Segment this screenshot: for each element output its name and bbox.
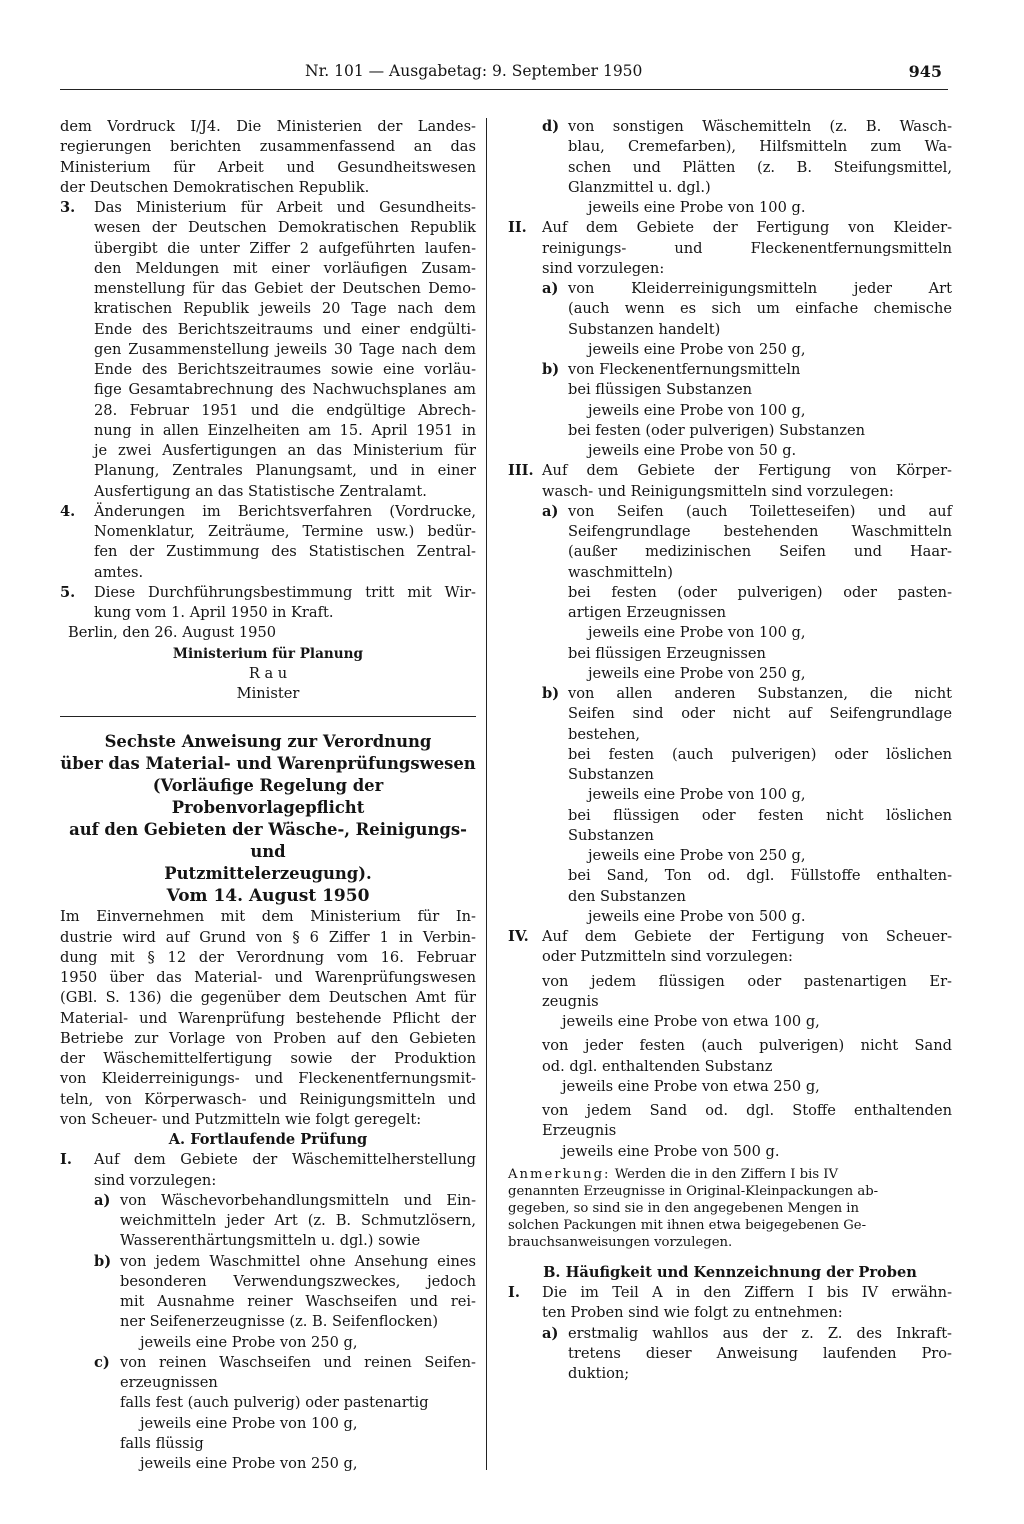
text-line: von Fleckenentfernungsmitteln: [568, 361, 801, 378]
text-line: bei flüssigen oder festen nicht löslichen: [568, 806, 952, 824]
sample-amount: jeweils eine Probe von 100 g,: [140, 1414, 358, 1432]
text-line: Betriebe zur Vorlage von Proben auf den Gebieten: [60, 1029, 476, 1047]
text-line: duktion;: [568, 1365, 630, 1382]
text-line: von Seifen (auch Toiletteseifen) und auf: [568, 502, 952, 520]
sample-amount: jeweils eine Probe von 500 g.: [562, 1142, 780, 1160]
text-line: fen der Zustimmung des Statistischen Zentral-: [94, 543, 476, 561]
sample-amount: jeweils eine Probe von etwa 100 g,: [562, 1013, 820, 1030]
text-line: Putzmittelerzeugung).: [164, 864, 372, 884]
sub-label: a): [94, 1191, 111, 1209]
text-line: Das Ministerium für Arbeit und Gesundheits-: [94, 199, 476, 216]
signer-title: Minister: [236, 685, 300, 702]
sample-amount: jeweils eine Probe von 250 g,: [588, 664, 806, 682]
text-line: bestehen,: [568, 725, 641, 743]
text-line: übergibt die unter Ziffer 2 aufgeführten laufen-: [94, 239, 476, 257]
condition-text: falls fest (auch pulverig) oder pastenartig: [120, 1394, 429, 1412]
item-body: [94, 1150, 476, 1191]
sub-body: [568, 117, 952, 218]
item-label: 3.: [60, 199, 76, 216]
text-line: Substanzen handelt): [568, 320, 721, 338]
header-rule: [60, 89, 948, 90]
sub-label: b): [94, 1252, 112, 1270]
text-line: fige Gesamtabrechnung des Nachwuchsplanes am: [94, 381, 476, 399]
text-line: regierungen berichten zusammenfassend an das: [60, 138, 476, 156]
text-line: schen und Plätten (z. B. Steifungsmittel,: [568, 158, 952, 176]
part-iv-item: [542, 1101, 952, 1162]
text-line: dung mit § 12 der Verordnung vom 16. Februar: [60, 948, 476, 966]
text-line: von allen anderen Substanzen, die nicht: [568, 685, 952, 702]
part-i-c: [94, 1353, 476, 1475]
sub-text: [568, 360, 952, 380]
text-line: Änderungen im Berichtsverfahren (Vordrucke,: [94, 502, 476, 520]
item-body: [94, 198, 476, 502]
text-line: oder Putzmitteln sind vorzulegen:: [542, 948, 793, 966]
sample-amount: jeweils eine Probe von 250 g,: [588, 847, 806, 864]
text-line: ner Seifenerzeugnisse (z. B. Seifenflocken): [120, 1313, 439, 1331]
sample-amount: jeweils eine Probe von 100 g,: [588, 786, 806, 804]
part-ii-b: [542, 360, 952, 461]
condition-text: [568, 745, 952, 786]
text-line: von Kleiderreinigungsmitteln jeder Art: [568, 280, 952, 297]
item-label: IV.: [508, 928, 529, 945]
sample-amount: jeweils eine Probe von 250 g,: [140, 1455, 358, 1472]
text-line: ten Proben sind wie folgt zu entnehmen:: [542, 1304, 843, 1322]
text-line: artigen Erzeugnissen: [568, 604, 727, 621]
text-line: blau, Cremefarben), Hilfsmitteln zum Wa-: [568, 138, 952, 156]
section-b-heading: B. Häufigkeit und Kennzeichnung der Proben: [543, 1263, 917, 1281]
text-line: sind vorzulegen:: [94, 1171, 217, 1189]
text-line: von jedem Sand od. dgl. Stoffe enthaltenden: [542, 1102, 952, 1119]
text-line: Ministerium für Arbeit und Gesundheitswesen: [60, 158, 476, 176]
sample-amount: jeweils eine Probe von 250 g,: [140, 1333, 358, 1351]
sub-label: a): [542, 280, 559, 297]
sub-text: [120, 1252, 476, 1333]
section-rule: [60, 716, 476, 717]
text-line: wesen der Deutschen Demokratischen Republik: [94, 219, 476, 237]
sub-label: b): [542, 361, 560, 378]
note-first-line: Werden die in den Ziffern I bis IV: [614, 1166, 839, 1182]
text-line: Diese Durchführungsbestimmung tritt mit Wir-: [94, 583, 476, 601]
item-body: [94, 583, 476, 624]
section-a-heading: A. Fortlaufende Prüfung: [168, 1131, 368, 1148]
item-body: [542, 461, 952, 502]
text-line: Ende des Berichtszeitraums und einer endgülti-: [94, 320, 476, 338]
item-label: I.: [60, 1151, 72, 1169]
item-body: [542, 927, 952, 968]
text-line: Auf dem Gebiete der Fertigung von Körper-: [542, 462, 952, 480]
column-divider: [486, 118, 487, 1470]
sub-body: [120, 1353, 476, 1475]
text-line: auf den Gebieten der Wäsche-, Reinigungs- und: [69, 820, 467, 862]
issue-header-title: Nr. 101 — Ausgabetag: 9. September 1950: [305, 62, 643, 80]
text-line: nung in allen Einzelheiten am 15. April 1951 in: [94, 421, 476, 439]
sub-text: [542, 1036, 952, 1077]
text-line: Die im Teil A in den Ziffern I bis IV erwähn-: [542, 1284, 952, 1301]
sub-text: [568, 279, 952, 340]
part-b-i-a: [542, 1324, 952, 1385]
note-line: genannten Erzeugnisse in Original-Kleinpackungen ab-: [508, 1183, 879, 1199]
item-5: [60, 583, 476, 624]
sub-text: [568, 117, 952, 198]
text-line: erstmalig wahllos aus der z. Z. des Inkraft-: [568, 1324, 952, 1342]
text-line: (Vorläufige Regelung der Probenvorlagepflicht: [152, 776, 384, 818]
text-line: Wasserenthärtungsmitteln u. dgl.) sowie: [120, 1232, 421, 1250]
text-line: von jedem flüssigen oder pastenartigen Er-: [542, 972, 952, 990]
document-date: Vom 14. August 1950: [166, 886, 370, 907]
text-line: Nomenklatur, Zeiträume, Termine usw.) bedür-: [94, 523, 476, 540]
part-ii-a: [542, 279, 952, 360]
condition-text: [568, 866, 952, 907]
condition-text: [568, 806, 952, 847]
page-header: [60, 62, 948, 86]
sample-amount: jeweils eine Probe von 100 g.: [588, 199, 806, 216]
text-line: der Wäschemittelfertigung sowie der Produktion: [60, 1050, 476, 1067]
text-line: Planung, Zentrales Planungsamt, und in einer: [94, 462, 476, 480]
text-line: (auch wenn es sich um einfache chemische: [568, 300, 952, 318]
ministry-name: Ministerium für Planung: [172, 645, 364, 662]
sample-amount: jeweils eine Probe von etwa 250 g,: [562, 1077, 820, 1095]
page-number: 945: [908, 62, 942, 81]
text-line: dustrie wird auf Grund von § 6 Ziffer 1 in Verbin-: [60, 928, 476, 946]
text-line: von sonstigen Wäschemitteln (z. B. Wasch-: [568, 118, 952, 135]
text-line: Substanzen: [568, 766, 654, 783]
text-line: mit Ausnahme reiner Waschseifen und rei-: [120, 1293, 476, 1310]
text-line: 28. Februar 1951 und die endgültige Abrech-: [94, 401, 476, 419]
part-iii-b: [542, 684, 952, 927]
sub-body: [568, 279, 952, 360]
part-i: [60, 1150, 476, 1191]
sub-label: a): [542, 502, 559, 520]
sub-text: [542, 972, 952, 1013]
text-line: Seifen sind oder nicht auf Seifengrundlage: [568, 705, 952, 723]
text-line: (außer medizinischen Seifen und Haar-: [568, 543, 952, 561]
condition-text: falls flüssig: [120, 1434, 204, 1452]
sub-text: [120, 1353, 476, 1394]
note-line: gegeben, so sind sie in den angegebenen Mengen in: [508, 1200, 859, 1216]
place-date: Berlin, den 26. August 1950: [68, 624, 277, 642]
item-label: 4.: [60, 502, 76, 520]
note-label: Anmerkung:: [508, 1166, 611, 1182]
text-line: Ende des Berichtszeitraumes sowie eine vorläu-: [94, 361, 476, 378]
sub-text: [568, 502, 952, 583]
text-line: od. dgl. enthaltenden Substanz: [542, 1057, 773, 1075]
text-line: erzeugnissen: [120, 1374, 218, 1391]
text-line: von Scheuer- und Putzmitteln wie folgt geregelt:: [60, 1110, 422, 1128]
part-iv-items: [542, 972, 952, 1162]
item-4: [60, 502, 476, 583]
item-body: [542, 218, 952, 279]
right-column: [508, 117, 952, 1384]
intro-paragraph: [60, 117, 476, 198]
part-iii: [508, 461, 952, 502]
preamble: [60, 907, 476, 1130]
text-line: Glanzmittel u. dgl.): [568, 178, 711, 196]
sub-label: d): [542, 118, 560, 135]
text-line: Substanzen: [568, 826, 654, 844]
signer-name: R a u: [248, 664, 288, 682]
text-line: Ausfertigung an das Statistische Zentralamt.: [94, 482, 427, 500]
text-line: gen Zusammenstellung jeweils 30 Tage nach dem: [94, 340, 476, 358]
sample-amount: jeweils eine Probe von 50 g.: [588, 442, 797, 459]
condition-text: [568, 583, 952, 624]
item-label: I.: [508, 1284, 520, 1301]
text-line: reinigungs- und Fleckenentfernungsmitteln: [542, 239, 952, 257]
part-iv-item: [542, 972, 952, 1033]
text-line: den Meldungen mit einer vorläufigen Zusam-: [94, 259, 476, 277]
text-line: von Wäschevorbehandlungsmitteln und Ein-: [120, 1191, 476, 1209]
text-line: von Kleiderreinigungs- und Fleckenentfernungsmit-: [60, 1070, 476, 1088]
item-body: [542, 1283, 952, 1324]
part-i-a: [94, 1191, 476, 1252]
text-line: amtes.: [94, 563, 144, 581]
text-line: Erzeugnis: [542, 1122, 617, 1140]
item-body: [94, 502, 476, 583]
item-label: 5.: [60, 583, 76, 601]
text-line: von reinen Waschseifen und reinen Seifen-: [120, 1353, 476, 1371]
sub-label: b): [542, 685, 560, 702]
text-line: bei festen (auch pulverigen) oder löslichen: [568, 745, 952, 763]
part-iii-a: [542, 502, 952, 684]
text-line: von jeder festen (auch pulverigen) nicht Sand: [542, 1037, 952, 1055]
part-i-b: [94, 1252, 476, 1353]
text-line: kratischen Republik jeweils 20 Tage nach dem: [94, 300, 476, 318]
left-column: [60, 117, 476, 1474]
text-line: zeugnis: [542, 992, 599, 1010]
text-line: besonderen Verwendungszweckes, jedoch: [120, 1272, 476, 1290]
text-line: von jedem Waschmittel ohne Ansehung eines: [120, 1252, 476, 1270]
text-line: Material- und Warenprüfung bestehende Pflicht der: [60, 1009, 476, 1027]
text-line: kung vom 1. April 1950 in Kraft.: [94, 604, 334, 621]
text-line: Seifengrundlage bestehenden Waschmitteln: [568, 523, 952, 540]
sub-label: a): [542, 1324, 559, 1342]
sub-label: c): [94, 1353, 110, 1371]
text-line: (GBl. S. 136) die gegenüber dem Deutschen Amt für: [60, 989, 476, 1007]
sample-amount: jeweils eine Probe von 100 g,: [588, 624, 806, 642]
text-line: tretens dieser Anweisung laufenden Pro-: [568, 1344, 952, 1362]
text-line: 1950 über das Material- und Warenprüfungswesen: [60, 969, 476, 986]
text-line: Sechste Anweisung zur Verordnung: [104, 732, 432, 752]
text-line: weichmitteln jeder Art (z. B. Schmutzlösern,: [120, 1212, 476, 1229]
text-line: teln, von Körperwasch- und Reinigungsmitteln und: [60, 1090, 476, 1108]
part-iv-item: [542, 1036, 952, 1097]
text-line: wasch- und Reinigungsmitteln sind vorzulegen:: [542, 482, 894, 500]
text-line: über das Material- und Warenprüfungswesen: [60, 754, 476, 774]
text-line: waschmitteln): [568, 563, 673, 581]
sub-body: [568, 360, 952, 461]
document-title: [60, 731, 476, 885]
sub-body: [568, 502, 952, 684]
text-line: Auf dem Gebiete der Fertigung von Kleider-: [542, 219, 952, 237]
text-line: sind vorzulegen:: [542, 259, 665, 277]
sub-body: [120, 1191, 476, 1252]
text-line: der Deutschen Demokratischen Republik.: [60, 178, 370, 196]
note: [508, 1166, 952, 1251]
text-line: je zwei Ausfertigungen an das Ministerium für: [94, 442, 476, 459]
item-3: [60, 198, 476, 502]
condition-text: bei flüssigen Substanzen: [568, 381, 752, 399]
text-line: Auf dem Gebiete der Fertigung von Scheuer-: [542, 928, 952, 945]
text-line: menstellung für das Gebiet der Deutschen Demo-: [94, 280, 476, 297]
sample-amount: jeweils eine Probe von 500 g.: [588, 907, 806, 925]
text-line: dem Vordruck I/J4. Die Ministerien der Landes-: [60, 118, 476, 135]
condition-text: bei festen (oder pulverigen) Substanzen: [568, 421, 865, 439]
sample-amount: jeweils eine Probe von 100 g,: [588, 401, 806, 419]
item-label: II.: [508, 219, 527, 237]
sub-text: [542, 1101, 952, 1142]
part-iv: [508, 927, 952, 968]
part-i-d: [542, 117, 952, 218]
sample-amount: jeweils eine Probe von 250 g,: [588, 340, 806, 358]
condition-text: bei flüssigen Erzeugnissen: [568, 644, 766, 662]
text-line: Im Einvernehmen mit dem Ministerium für In-: [60, 908, 476, 926]
note-line: brauchsanweisungen vorzulegen.: [508, 1234, 733, 1250]
text-line: bei festen (oder pulverigen) oder pasten-: [568, 583, 952, 601]
item-label: III.: [508, 462, 534, 480]
text-line: bei Sand, Ton od. dgl. Füllstoffe enthalten-: [568, 867, 952, 885]
text-line: den Substanzen: [568, 887, 686, 905]
part-b-i: [508, 1283, 952, 1324]
sub-body: [568, 1324, 952, 1385]
sub-text: [568, 684, 952, 745]
note-line: solchen Packungen mit ihnen etwa beigegebenen Ge-: [508, 1217, 867, 1233]
text-line: Auf dem Gebiete der Wäschemittelherstellung: [94, 1151, 476, 1169]
sub-body: [568, 684, 952, 927]
part-ii: [508, 218, 952, 279]
sub-body: [120, 1252, 476, 1353]
